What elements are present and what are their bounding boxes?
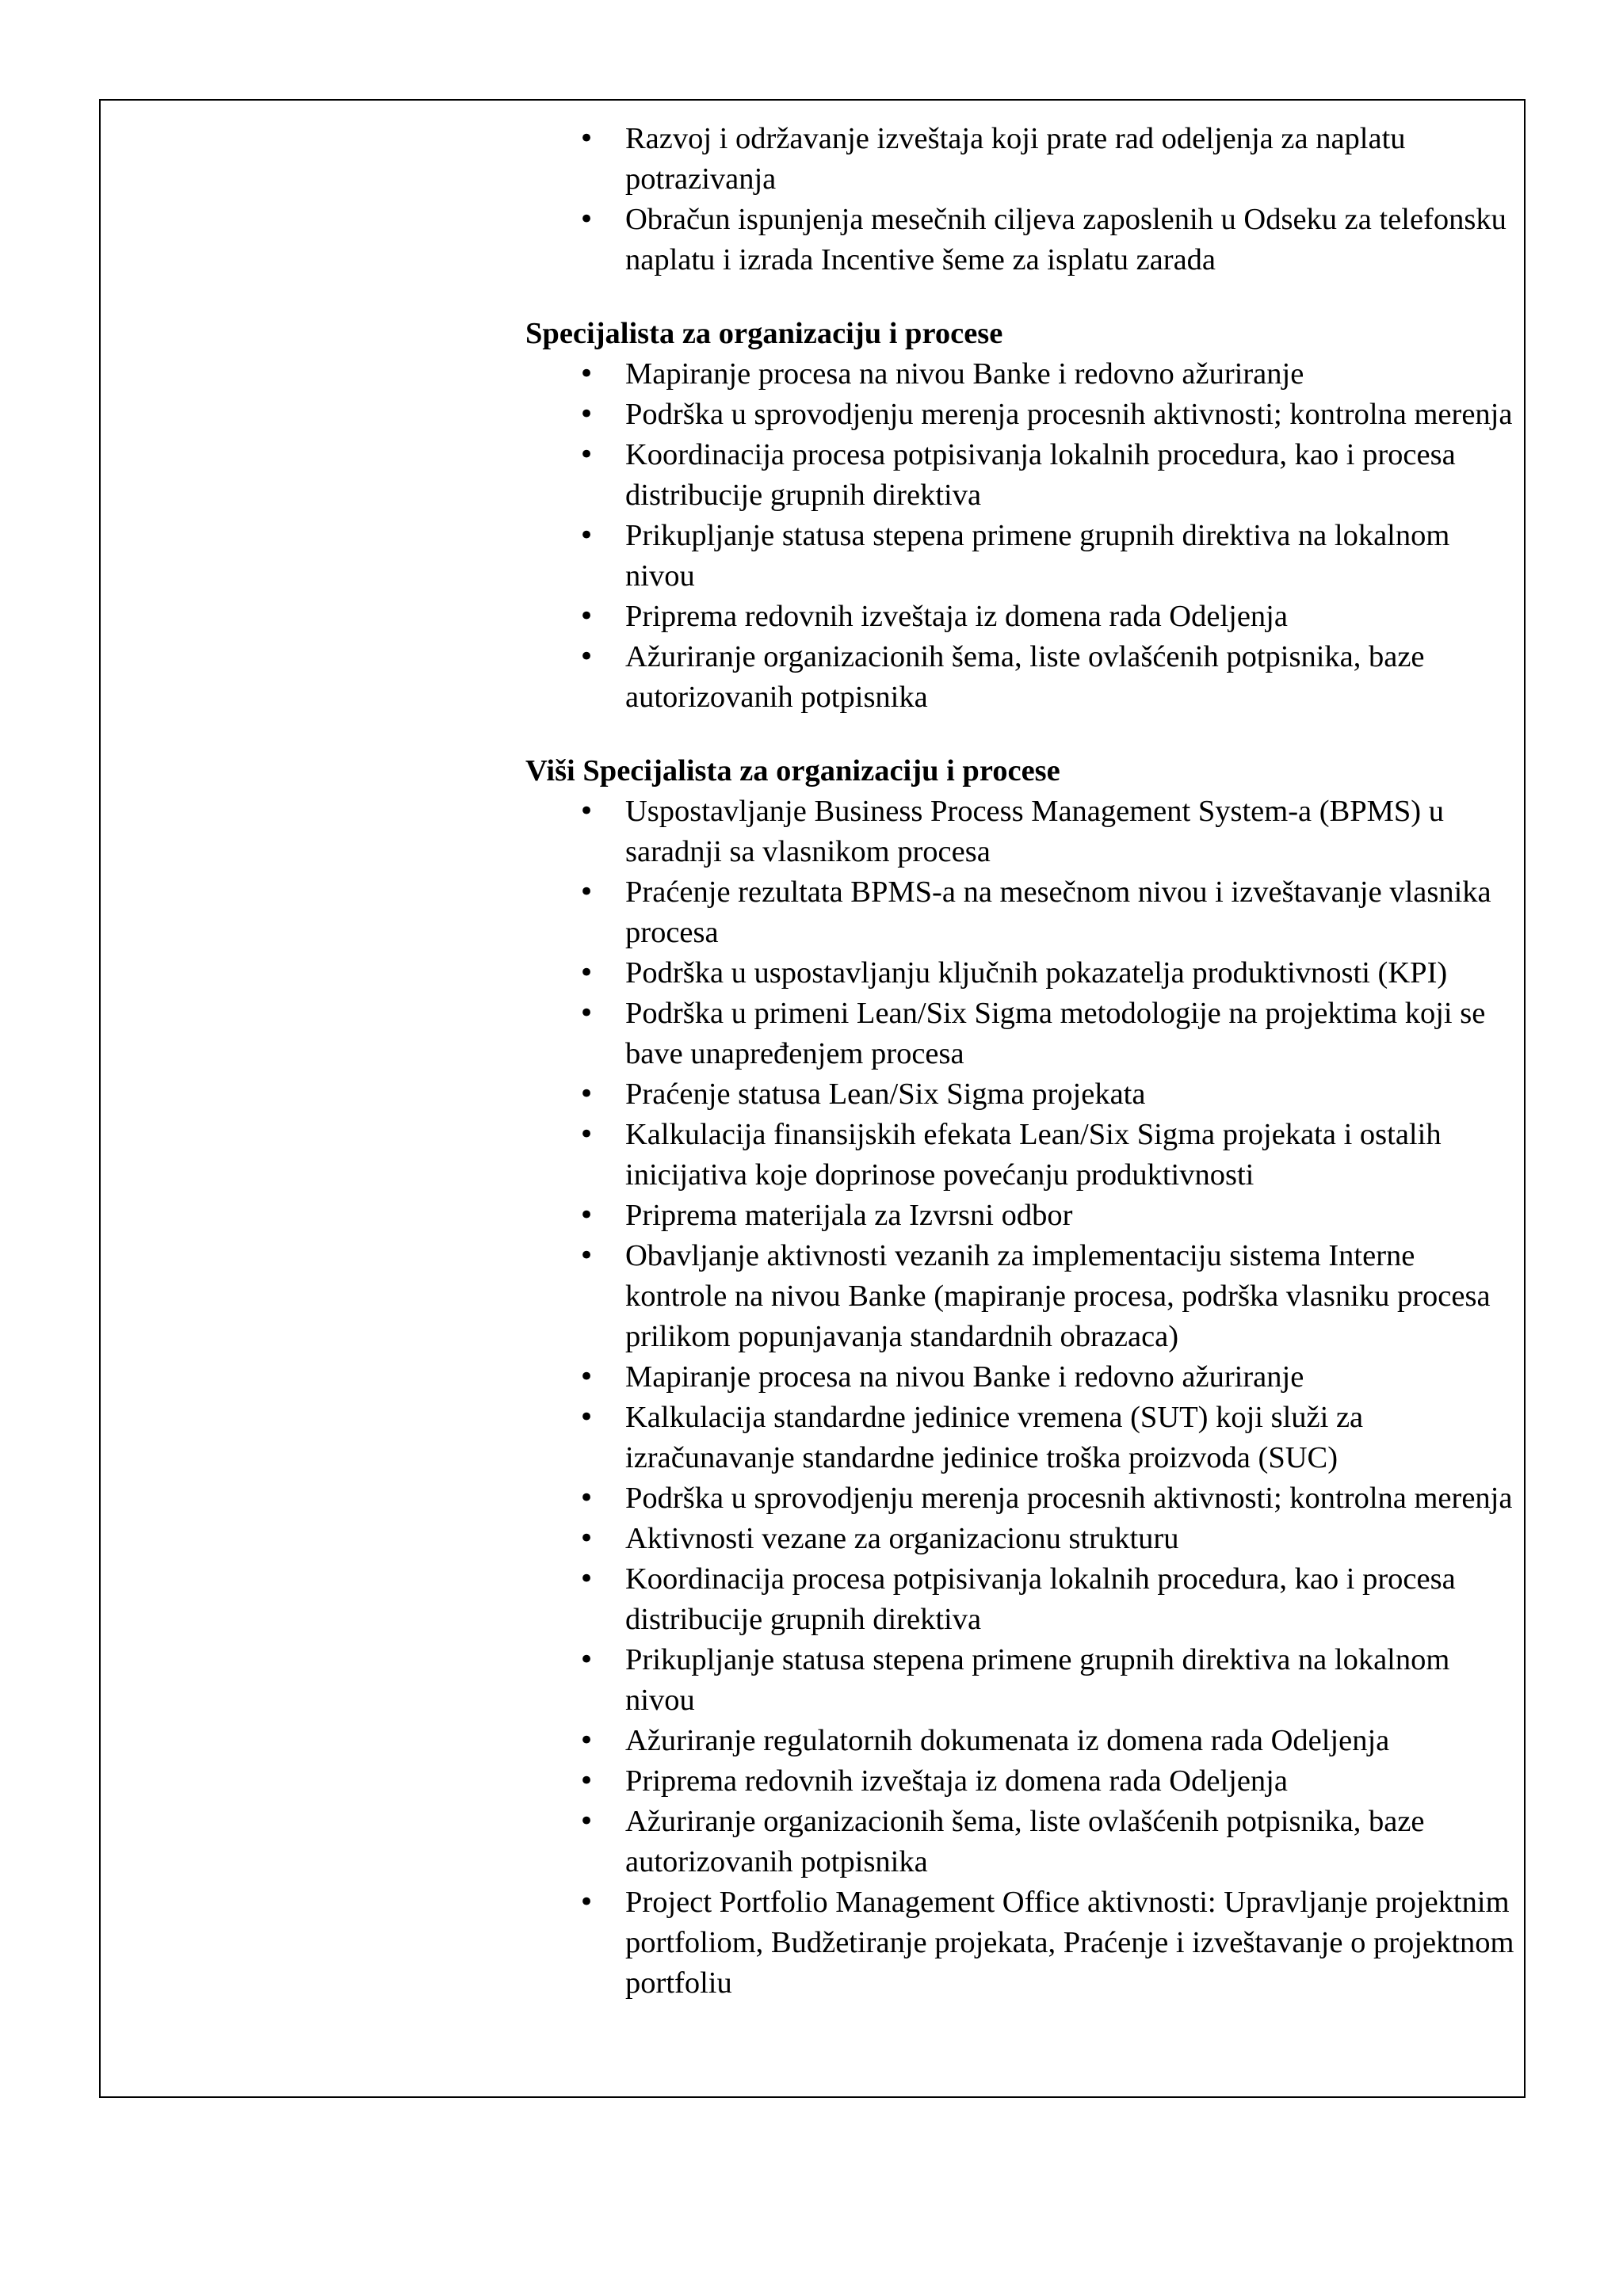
bullet-icon: •: [579, 1886, 595, 1918]
list-item: • Obavljanje aktivnosti vezanih za implementaciju sistema Interne kontrole na nivou Banke (mapiranje procesa, podrška vlasniku procesa prilikom popunjavanja standardnih obrazaca): [525, 1236, 1516, 1357]
bullet-icon: •: [579, 1240, 595, 1272]
bullet-icon: •: [579, 1361, 595, 1393]
document-content: [525, 119, 1516, 2004]
bullet-icon: •: [579, 601, 595, 632]
list-item: • Razvoj i održavanje izveštaja koji prate rad odeljenja za naplatu potrazivanja: [525, 119, 1516, 200]
bullet-icon: •: [579, 204, 595, 235]
list-item: • Praćenje statusa Lean/Six Sigma projekata: [525, 1074, 1516, 1115]
intro-list: [525, 119, 1516, 280]
list-item: • Podrška u primeni Lean/Six Sigma metodologije na projektima koji se bave unapređenjem procesa: [525, 994, 1516, 1074]
list-item: • Prikupljanje statusa stepena primene grupnih direktiva na lokalnom nivou: [525, 1640, 1516, 1721]
section-heading-specijalista: Specijalista za organizaciju i procese: [525, 317, 1003, 350]
list-item: • Mapiranje procesa na nivou Banke i redovno ažuriranje: [525, 354, 1516, 395]
section2-list: [525, 791, 1516, 2004]
bullet-icon: •: [579, 1119, 595, 1150]
bullet-icon: •: [579, 876, 595, 908]
list-item: • Podrška u sprovodjenju merenja procesnih aktivnosti; kontrolna merenja: [525, 395, 1516, 435]
bullet-icon: •: [579, 795, 595, 827]
list-item: • Uspostavljanje Business Process Management System-a (BPMS) u saradnji sa vlasnikom procesa: [525, 791, 1516, 872]
bullet-icon: •: [579, 957, 595, 989]
bullet-icon: •: [579, 358, 595, 390]
bullet-icon: •: [579, 1078, 595, 1110]
list-item: • Praćenje rezultata BPMS-a na mesečnom nivou i izveštavanje vlasnika procesa: [525, 872, 1516, 953]
bullet-icon: •: [579, 123, 595, 154]
list-item: • Ažuriranje organizacionih šema, liste ovlašćenih potpisnika, baze autorizovanih potpisnika: [525, 1802, 1516, 1882]
bullet-icon: •: [579, 641, 595, 673]
list-item: • Obračun ispunjenja mesečnih ciljeva zaposlenih u Odseku za telefonsku naplatu i izrada Incentive šeme za isplatu zarada: [525, 200, 1516, 280]
section-spacer: [525, 280, 1516, 314]
bullet-icon: •: [579, 520, 595, 551]
list-item: • Ažuriranje organizacionih šema, liste ovlašćenih potpisnika, baze autorizovanih potpisnika: [525, 637, 1516, 718]
list-item: • Podrška u sprovodjenju merenja procesnih aktivnosti; kontrolna merenja: [525, 1478, 1516, 1519]
list-item: • Prikupljanje statusa stepena primene grupnih direktiva na lokalnom nivou: [525, 516, 1516, 597]
bullet-icon: •: [579, 1644, 595, 1676]
list-item: • Koordinacija procesa potpisivanja lokalnih procedura, kao i procesa distribucije grupnih direktiva: [525, 435, 1516, 516]
list-item: • Project Portfolio Management Office aktivnosti: Upravljanje projektnim portfoliom, Budžetiranje projekata, Praćenje i izveštavanje o projektnom portfoliu: [525, 1882, 1516, 2004]
bullet-icon: •: [579, 1806, 595, 1837]
list-item: • Mapiranje procesa na nivou Banke i redovno ažuriranje: [525, 1357, 1516, 1398]
bullet-icon: •: [579, 997, 595, 1029]
bullet-icon: •: [579, 1402, 595, 1433]
section-spacer: [525, 718, 1516, 751]
list-item: • Kalkulacija finansijskih efekata Lean/Six Sigma projekata i ostalih inicijativa koje doprinose povećanju produktivnosti: [525, 1115, 1516, 1196]
list-item: • Aktivnosti vezane za organizacionu strukturu: [525, 1519, 1516, 1559]
list-item: • Podrška u uspostavljanju ključnih pokazatelja produktivnosti (KPI): [525, 953, 1516, 994]
bullet-icon: •: [579, 1482, 595, 1514]
bullet-icon: •: [579, 1199, 595, 1231]
bullet-icon: •: [579, 1523, 595, 1554]
list-item: • Priprema redovnih izveštaja iz domena rada Odeljenja: [525, 597, 1516, 637]
section1-list: [525, 354, 1516, 718]
bullet-icon: •: [579, 1725, 595, 1756]
bullet-icon: •: [579, 399, 595, 430]
bullet-icon: •: [579, 1563, 595, 1595]
list-item: • Kalkulacija standardne jedinice vremena (SUT) koji služi za izračunavanje standardne jedinice troška proizvoda (SUC): [525, 1398, 1516, 1478]
list-item: • Koordinacija procesa potpisivanja lokalnih procedura, kao i procesa distribucije grupnih direktiva: [525, 1559, 1516, 1640]
bullet-icon: •: [579, 1765, 595, 1797]
bullet-icon: •: [579, 439, 595, 471]
list-item: • Ažuriranje regulatornih dokumenata iz domena rada Odeljenja: [525, 1721, 1516, 1761]
section-heading-visi-specijalista: Viši Specijalista za organizaciju i procese: [525, 754, 1060, 788]
list-item: • Priprema materijala za Izvrsni odbor: [525, 1196, 1516, 1236]
list-item: • Priprema redovnih izveštaja iz domena rada Odeljenja: [525, 1761, 1516, 1802]
